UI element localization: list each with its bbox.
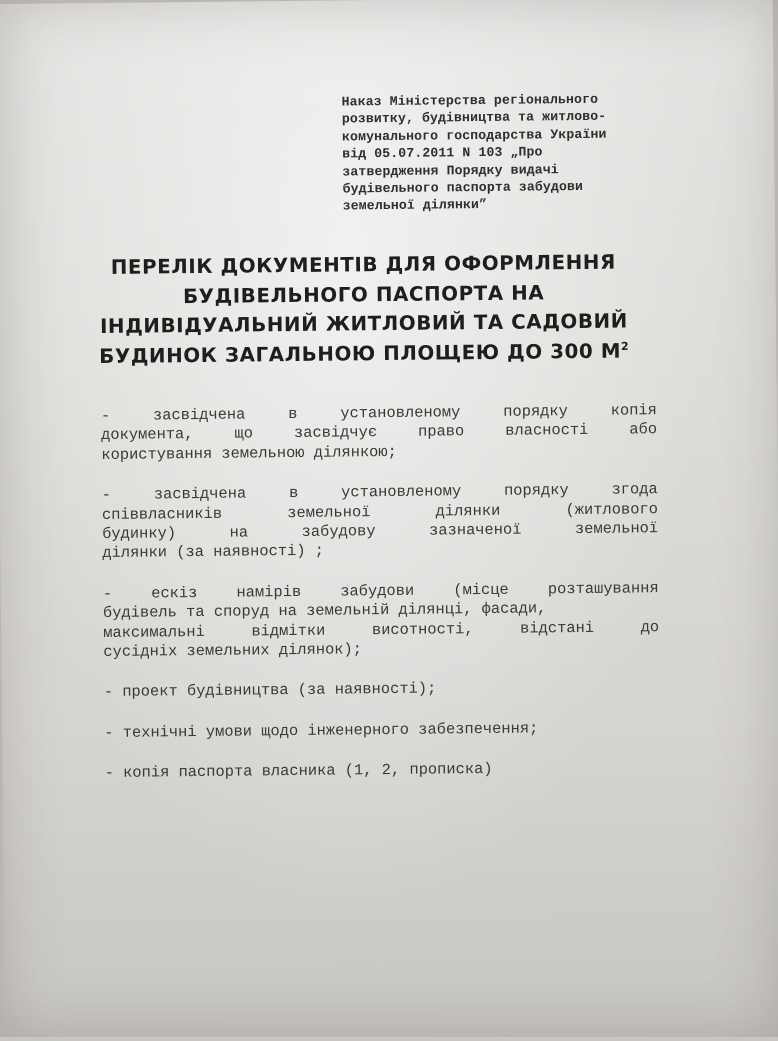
title-superscript: 2 — [620, 339, 630, 353]
list-item-word: забудову — [301, 522, 376, 541]
list-item-word: до — [640, 617, 660, 637]
list-item-word: зазначеної — [428, 520, 522, 540]
list-item-word: в — [288, 484, 299, 503]
list-item-word: що — [234, 424, 254, 444]
list-item-word: максимальні — [103, 622, 205, 642]
title-line: ІНДИВІДУАЛЬНИЙ ЖИТЛОВИЙ ТА САДОВИЙ — [99, 309, 629, 339]
list-item-word: - копія паспорта власника (1, 2, прописка) — [104, 760, 493, 783]
header-line: будівельного паспорта забудови — [342, 178, 584, 197]
list-item-word: - — [102, 584, 113, 603]
header-line: розвитку, будівництва та житлово- — [341, 109, 607, 127]
list-item-word: або — [629, 420, 658, 439]
list-item-word: - технічні умови щодо інженерного забезпечення; — [104, 719, 539, 742]
title-line-last — [94, 336, 634, 371]
order-reference-header — [342, 90, 663, 215]
list-item-word: - — [101, 486, 112, 505]
list-item-word: (місце — [453, 580, 509, 600]
list-item-word: установленому — [341, 482, 462, 502]
list-item-word: висотності, — [371, 619, 474, 639]
list-item-word: в — [288, 404, 298, 424]
title-line: БУДІВЕЛЬНОГО ПАСПОРТА НА — [182, 280, 545, 308]
list-item-word: власності — [505, 421, 589, 441]
header-line: затвердження Порядку видачі — [342, 161, 559, 180]
header-line: від 05.07.2011 N 103 „Про — [342, 144, 543, 162]
list-item-word: сусідніх земельних ділянок); — [103, 640, 363, 662]
list-item-word: намірів — [236, 582, 302, 602]
title-line-text: БУДИНОК ЗАГАЛЬНОЮ ПЛОЩЕЮ ДО 300 М — [99, 339, 622, 368]
list-item — [104, 678, 660, 703]
list-item-word: установленому — [340, 403, 461, 423]
list-item-word: співвласників — [101, 504, 223, 524]
list-item-word: документа, — [101, 425, 194, 445]
list-item-line — [104, 678, 660, 703]
list-item-word: на — [229, 523, 249, 542]
list-item — [104, 718, 660, 743]
list-item-word: відмітки — [251, 621, 326, 641]
list-item-word: ескіз — [151, 583, 198, 603]
list-item-word: ділянки (за наявності) ; — [102, 542, 325, 563]
list-item-word: - проект будівництва (за наявності); — [103, 679, 437, 702]
list-item — [105, 758, 661, 783]
list-item-word: розташування — [547, 579, 659, 599]
list-item-word: земельної — [574, 519, 659, 539]
list-item-word: (житлового — [565, 499, 658, 519]
title-line: ПЕРЕЛІК ДОКУМЕНТІВ ДЛЯ ОФОРМЛЕННЯ — [110, 250, 616, 279]
list-item-word: право — [417, 422, 465, 442]
document-title — [93, 247, 634, 371]
list-item-word: порядку — [503, 402, 568, 421]
list-item-word: згода — [611, 480, 658, 499]
list-item-word: відстані — [520, 618, 595, 638]
list-item — [102, 480, 659, 563]
document-list — [101, 401, 661, 804]
list-item-word: ділянки — [435, 501, 501, 521]
list-item-word: копія — [610, 401, 657, 420]
list-item — [103, 579, 660, 662]
list-item-line — [104, 718, 660, 743]
list-item-word: забудови — [340, 581, 415, 601]
header-line: Наказ Міністерства регіонального — [341, 91, 599, 110]
header-line: земельної ділянки” — [342, 197, 488, 214]
header-line: комунального господарства України — [341, 126, 607, 145]
list-item-word: засвідчена — [152, 405, 246, 425]
list-item-word: порядку — [503, 481, 569, 501]
list-item-word: земельної — [287, 502, 371, 522]
list-item — [101, 401, 658, 465]
list-item-word: будинку) — [102, 524, 177, 544]
list-item-word: засвідчена — [153, 484, 247, 504]
list-item-word: засвідчує — [293, 423, 378, 443]
list-item-line — [105, 758, 661, 783]
list-item-word: будівель та споруд на земельній ділянці, фасади, — [102, 599, 547, 623]
list-item-word: користування земельною ділянкою; — [101, 442, 397, 464]
list-item-word: - — [100, 406, 111, 426]
